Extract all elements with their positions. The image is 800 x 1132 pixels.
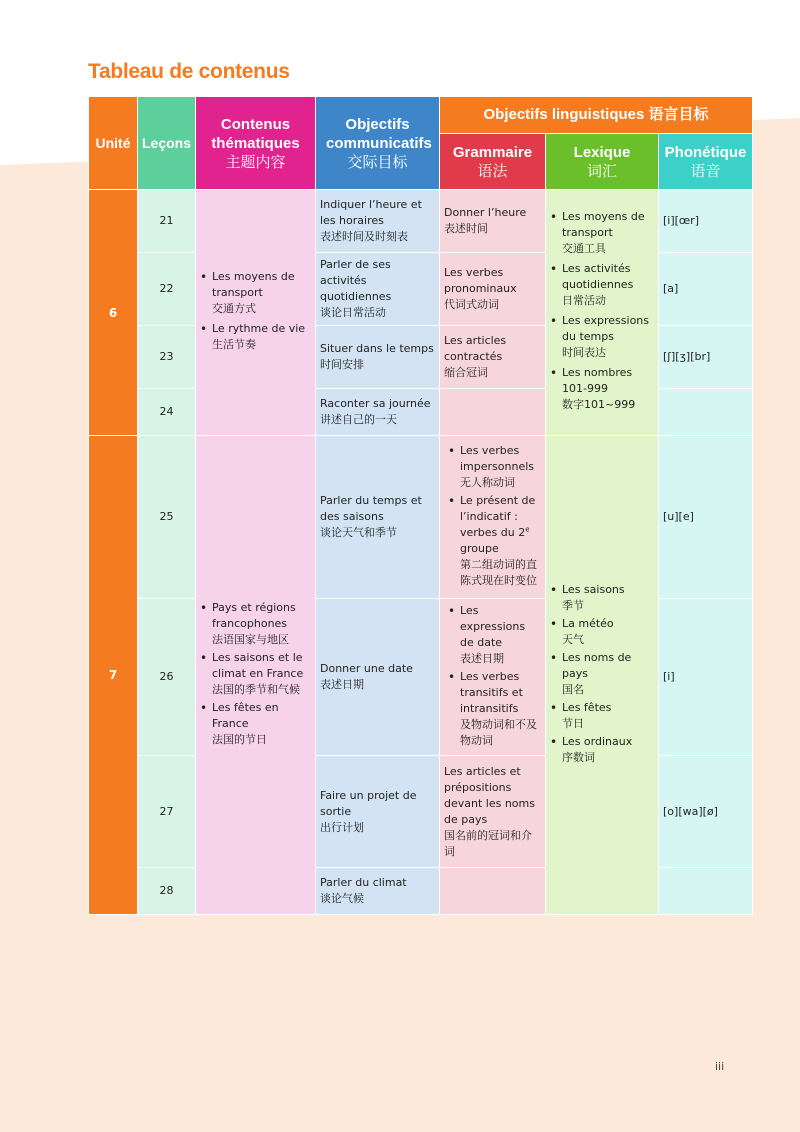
communicative-cell: Donner une date 表述日期 bbox=[316, 599, 440, 756]
page-number: iii bbox=[715, 1060, 725, 1073]
unit-number: 7 bbox=[89, 436, 138, 915]
header-communicatifs bbox=[316, 97, 440, 190]
lesson-number: 25 bbox=[138, 436, 196, 599]
communicative-cell: Raconter sa journée 讲述自己的一天 bbox=[316, 389, 440, 436]
list-item: • Les saisons 季节 bbox=[560, 582, 654, 614]
table-row bbox=[89, 436, 753, 599]
phonetics-cell bbox=[659, 389, 753, 436]
unit-number: 6 bbox=[89, 190, 138, 436]
header-lexique bbox=[546, 134, 659, 190]
page-title: Tableau de contenus bbox=[88, 60, 290, 83]
grammar-cell: Donner l’heure 表述时间 bbox=[440, 190, 546, 253]
phonetics-cell: [ʃ][ʒ][br] bbox=[659, 326, 753, 389]
communicative-cell: Parler du temps et des saisons 谈论天气和季节 bbox=[316, 436, 440, 599]
phonetics-cell: [u][e] bbox=[659, 436, 753, 599]
header-thematiques-cn: 主题内容 bbox=[225, 153, 286, 171]
lesson-number: 23 bbox=[138, 326, 196, 389]
lesson-number: 24 bbox=[138, 389, 196, 436]
list-item: • Les noms de pays 国名 bbox=[560, 650, 654, 698]
list-item: • Les fêtes en France 法国的节日 bbox=[210, 700, 311, 748]
header-communicatifs-cn: 交际目标 bbox=[347, 153, 408, 171]
header-grammaire-fr: Grammaire bbox=[452, 143, 533, 161]
header-linguistiques: Objectifs linguistiques 语言目标 bbox=[440, 97, 753, 134]
communicative-cell: Parler de ses activités quotidiennes 谈论日常活动 bbox=[316, 253, 440, 326]
header-phonetique-fr: Phonétique bbox=[664, 143, 747, 161]
themes-cell bbox=[196, 190, 316, 436]
grammar-cell bbox=[440, 599, 546, 756]
grammar-cell bbox=[440, 436, 546, 599]
lesson-number: 22 bbox=[138, 253, 196, 326]
phonetics-cell: [o][wa][ø] bbox=[659, 756, 753, 868]
phonetics-cell bbox=[659, 868, 753, 915]
grammar-cell bbox=[440, 868, 546, 915]
header-lexique-fr: Lexique bbox=[573, 143, 631, 161]
communicative-cell: Parler du climat 谈论气候 bbox=[316, 868, 440, 915]
list-item: • Les fêtes 节日 bbox=[560, 700, 654, 732]
header-lexique-cn: 词汇 bbox=[586, 162, 617, 180]
phonetics-cell: [i] bbox=[659, 599, 753, 756]
list-item: • Les activités quotidiennes 日常活动 bbox=[560, 261, 654, 309]
list-item: • Les moyens de transport 交通工具 bbox=[560, 209, 654, 257]
lexicon-cell bbox=[546, 436, 659, 915]
list-item: • Les saisons et le climat en France 法国的季节和气候 bbox=[210, 650, 311, 698]
communicative-cell: Indiquer l’heure et les horaires 表述时间及时刻表 bbox=[316, 190, 440, 253]
grammar-cell: Les verbes pronominaux 代词式动词 bbox=[440, 253, 546, 326]
lesson-number: 21 bbox=[138, 190, 196, 253]
header-thematiques-fr: Contenus thématiques bbox=[211, 115, 300, 152]
lesson-number: 26 bbox=[138, 599, 196, 756]
header-phonetique-cn: 语音 bbox=[690, 162, 721, 180]
header-grammaire-cn: 语法 bbox=[477, 162, 508, 180]
list-item: • Les ordinaux 序数词 bbox=[560, 734, 654, 766]
list-item: • Les nombres 101-999 数字101~999 bbox=[560, 365, 654, 413]
list-item: • Les expressions du temps 时间表达 bbox=[560, 313, 654, 361]
grammar-cell: Les articles et prépositions devant les noms de pays 国名前的冠词和介词 bbox=[440, 756, 546, 868]
list-item: • Les expressions de date 表述日期 bbox=[458, 603, 537, 667]
lesson-number: 28 bbox=[138, 868, 196, 915]
list-item: • La météo 天气 bbox=[560, 616, 654, 648]
table-row bbox=[89, 190, 753, 253]
grammar-cell bbox=[440, 389, 546, 436]
header-thematiques bbox=[196, 97, 316, 190]
header-communicatifs-fr: Objectifs communicatifs bbox=[326, 115, 432, 152]
header-unite: Unité bbox=[89, 97, 138, 190]
lesson-number: 27 bbox=[138, 756, 196, 868]
phonetics-cell: [i][œr] bbox=[659, 190, 753, 253]
communicative-cell: Faire un projet de sortie 出行计划 bbox=[316, 756, 440, 868]
header-grammaire bbox=[440, 134, 546, 190]
list-item: • Le présent de l’indicatif : verbes du 2e groupe 第二组动词的直陈式现在时变位 bbox=[458, 493, 537, 589]
header-lecons: Leçons bbox=[138, 97, 196, 190]
list-item: • Les verbes transitifs et intransitifs 及物动词和不及物动词 bbox=[458, 669, 537, 749]
header-phonetique bbox=[659, 134, 753, 190]
lexicon-cell bbox=[546, 190, 659, 436]
list-item: • Les verbes impersonnels 无人称动词 bbox=[458, 443, 537, 491]
phonetics-cell: [a] bbox=[659, 253, 753, 326]
list-item: • Le rythme de vie 生活节奏 bbox=[210, 321, 311, 353]
communicative-cell: Situer dans le temps 时间安排 bbox=[316, 326, 440, 389]
list-item: • Les moyens de transport 交通方式 bbox=[210, 269, 311, 317]
contents-table bbox=[88, 96, 753, 915]
grammar-cell: Les articles contractés 缩合冠词 bbox=[440, 326, 546, 389]
themes-cell bbox=[196, 436, 316, 915]
list-item: • Pays et régions francophones 法语国家与地区 bbox=[210, 600, 311, 648]
